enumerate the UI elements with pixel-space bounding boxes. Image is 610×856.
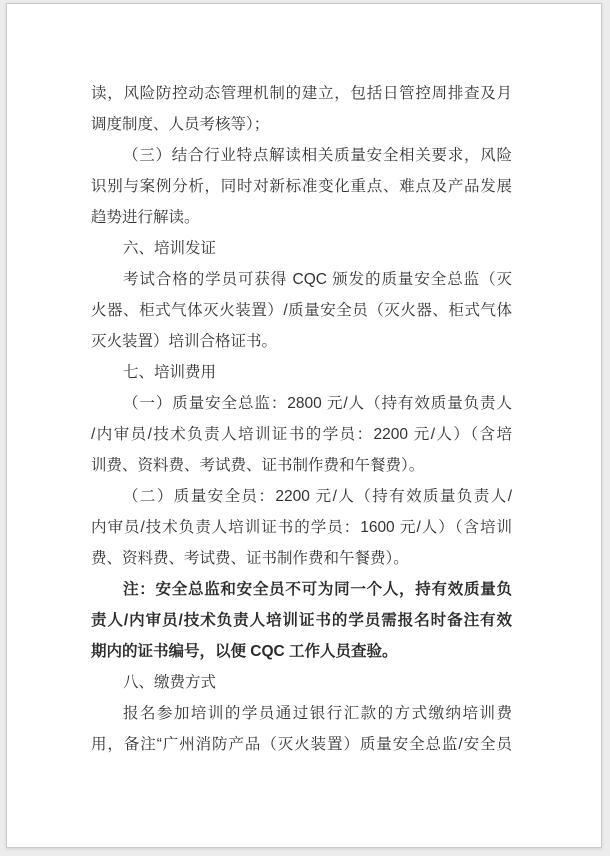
note-text-line: 注：安全总监和安全员不可为同一个人，持有效质量负	[123, 581, 512, 598]
text-line: 火器、柜式气体灭火装置）/质量安全员（灭火器、柜式气体	[91, 302, 512, 319]
text-line: 八、缴费方式	[123, 674, 217, 691]
text-line: （一）质量安全总监：2800 元/人（持有效质量负责人	[123, 395, 512, 412]
document-page	[6, 3, 602, 848]
text-line: 调度制度、人员考核等）；	[91, 116, 270, 133]
text-line: （三）结合行业特点解读相关质量安全相关要求，风险	[123, 147, 512, 164]
text-line: 用，备注“广州消防产品（灭火装置）质量安全总监/安全员	[91, 736, 512, 753]
page-text-content	[91, 78, 512, 760]
text-line: 识别与案例分析，同时对新标准变化重点、难点及产品发展	[91, 178, 512, 195]
text-line: /内审员/技术负责人培训证书的学员：2200 元/人）（含培	[91, 426, 512, 443]
text-line: 灭火装置）培训合格证书。	[91, 333, 278, 350]
note-text-line: 责人/内审员/技术负责人培训证书的学员需报名时备注有效	[91, 612, 512, 629]
text-line: 训费、资料费、考试费、证书制作费和午餐费）。	[91, 457, 425, 474]
text-line: （二）质量安全员：2200 元/人（持有效质量负责人/	[123, 488, 512, 505]
text-line: 费、资料费、考试费、证书制作费和午餐费）。	[91, 550, 409, 567]
text-line: 考试合格的学员可获得 CQC 颁发的质量安全总监（灭	[123, 271, 512, 288]
text-line: 六、培训发证	[123, 240, 217, 257]
text-line: 读，风险防控动态管理机制的建立，包括日管控周排查及月	[91, 85, 512, 102]
text-line: 报名参加培训的学员通过银行汇款的方式缴纳培训费	[123, 705, 512, 722]
text-line: 七、培训费用	[123, 364, 217, 381]
text-line: 趋势进行解读。	[91, 209, 200, 226]
note-text-line: 期内的证书编号，以便 CQC 工作人员查验。	[91, 643, 398, 660]
text-line: 内审员/技术负责人培训证书的学员：1600 元/人）（含培训	[91, 519, 512, 536]
